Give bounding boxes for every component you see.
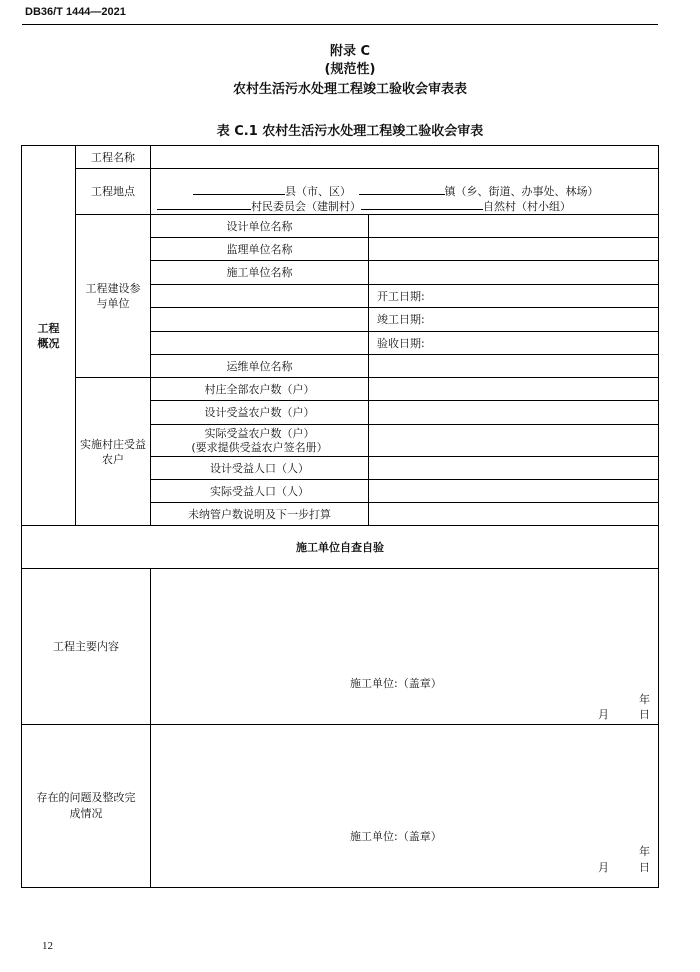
design-unit-value[interactable] xyxy=(369,215,658,237)
day-label-1: 日 xyxy=(639,708,650,721)
project-location-value[interactable] xyxy=(151,169,658,214)
page-number: 12 xyxy=(42,940,53,952)
participants-label: 工程建设参与单位 xyxy=(85,282,141,310)
self-check-title: 施工单位自查自验 xyxy=(296,540,384,554)
construction-unit-value[interactable] xyxy=(369,261,658,284)
actual-population-value[interactable] xyxy=(369,480,658,502)
design-unit-label: 设计单位名称 xyxy=(226,219,293,233)
design-population-label: 设计受益人口（人） xyxy=(210,461,309,475)
completion-date-blank[interactable] xyxy=(151,308,368,331)
actual-population-label: 实际受益人口（人） xyxy=(210,484,309,498)
table-caption: 表 C.1 农村生活污水处理工程竣工验收会审表 xyxy=(216,124,484,139)
main-content-label: 工程主要内容 xyxy=(53,640,119,653)
design-households-label: 设计受益农户数（户） xyxy=(204,406,315,419)
construction-unit-label: 施工单位名称 xyxy=(226,266,293,279)
main-title: 农村生活污水处理工程竣工验收会审表表 xyxy=(232,82,467,97)
issues-label: 存在的问题及整改完 成情况 xyxy=(36,791,136,820)
month-label-1: 月 xyxy=(598,708,609,721)
appendix-title: 附录 C xyxy=(329,44,371,59)
beneficiary-label: 实施村庄受益农户 xyxy=(80,437,146,466)
issues-area[interactable] xyxy=(151,725,658,887)
stamp-label-1: 施工单位:（盖章） xyxy=(350,677,442,690)
table-border-bottom xyxy=(21,887,659,888)
start-date-blank[interactable] xyxy=(151,285,368,307)
village-committee-blank[interactable] xyxy=(157,198,251,210)
normative-label: (规范性) xyxy=(324,62,376,77)
month-label-2: 月 xyxy=(598,861,609,874)
project-name-value[interactable] xyxy=(151,146,658,168)
supervision-unit-label: 监理单位名称 xyxy=(226,242,293,256)
county-label: 县（市、区） xyxy=(285,185,351,198)
document-code: DB36/T 1444—2021 xyxy=(25,6,126,18)
project-location-label: 工程地点 xyxy=(91,185,135,198)
header-divider xyxy=(22,24,658,25)
natural-village-blank[interactable] xyxy=(361,198,483,210)
overview-section-label: 工程概况 xyxy=(37,321,60,350)
actual-households-label: 实际受益农户数（户） (要求提供受益农户签名册） xyxy=(191,426,328,454)
county-blank[interactable] xyxy=(193,183,285,195)
village-committee-label: 村民委员会（建制村） xyxy=(251,200,361,213)
day-label-2: 日 xyxy=(639,861,650,874)
design-population-value[interactable] xyxy=(369,457,658,479)
all-households-label: 村庄全部农户数（户） xyxy=(204,382,315,396)
stamp-label-2: 施工单位:（盖章） xyxy=(350,830,442,843)
unconnected-note-value[interactable] xyxy=(369,503,658,525)
year-label-1: 年 xyxy=(639,693,650,706)
project-name-label: 工程名称 xyxy=(91,150,135,164)
operation-unit-value[interactable] xyxy=(369,355,658,377)
acceptance-date-label: 验收日期: xyxy=(377,336,425,350)
unconnected-note-label: 未纳管户数说明及下一步打算 xyxy=(188,507,331,521)
year-label-2: 年 xyxy=(639,845,650,858)
completion-date-label: 竣工日期: xyxy=(377,313,425,326)
start-date-label: 开工日期: xyxy=(377,289,425,303)
design-households-value[interactable] xyxy=(369,401,658,424)
acceptance-date-blank[interactable] xyxy=(151,332,368,354)
supervision-unit-value[interactable] xyxy=(369,238,658,260)
actual-households-value[interactable] xyxy=(369,425,658,456)
town-blank[interactable] xyxy=(359,183,445,195)
all-households-value[interactable] xyxy=(369,378,658,400)
town-label: 镇（乡、街道、办事处、林场） xyxy=(444,185,599,198)
table-border-right xyxy=(658,145,659,888)
operation-unit-label: 运维单位名称 xyxy=(226,359,293,373)
main-content-area[interactable] xyxy=(151,569,658,724)
natural-village-label: 自然村（村小组） xyxy=(483,200,571,213)
